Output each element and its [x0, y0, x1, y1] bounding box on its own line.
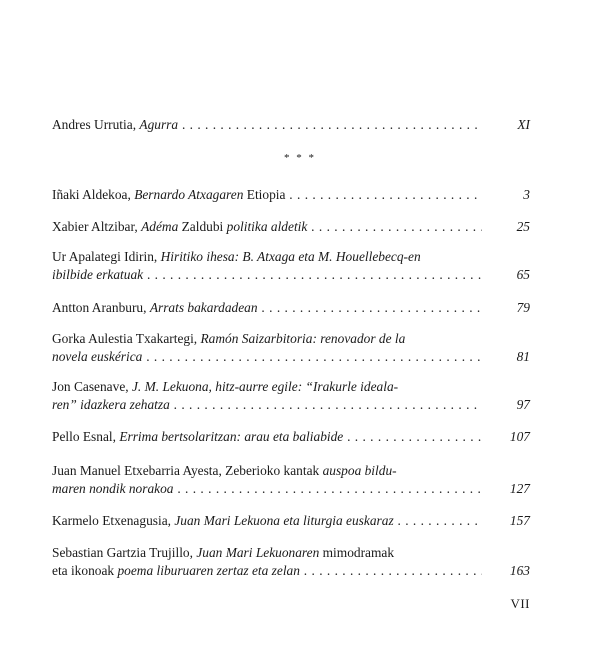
toc-entry: [52, 462, 530, 498]
entry-author-text: Sebastian Gartzia Trujillo,: [52, 545, 197, 560]
page-number: XI: [517, 117, 530, 132]
entry-author-text: Andres Urrutia,: [52, 117, 140, 132]
toc-entry-line: [52, 330, 482, 348]
entry-title-text: politika aldetik: [226, 219, 308, 234]
entry-title-text: Arrats bakardadean: [149, 300, 258, 315]
entry-title-text: J. M. Lekuona, hitz-aurre egile: “Irakurle ideala-: [131, 379, 399, 394]
entry-title-text: Juan Mari Lekuona eta liturgia euskaraz: [174, 513, 394, 528]
toc-entry: [52, 248, 530, 284]
toc-entry-line: [52, 512, 482, 530]
entry-title-text: Bernardo Atxagaren: [134, 187, 247, 202]
entry-author-text: mimodramak: [322, 545, 395, 560]
toc-entry-line: [52, 428, 482, 446]
entry-title-text: Ramón Saizarbitoria: renovador de la: [200, 331, 406, 346]
entry-title-text: ibilbide erkatuak: [52, 267, 144, 282]
page-number: 65: [516, 267, 530, 282]
toc-entry: [52, 512, 530, 530]
page-number: 25: [516, 219, 530, 234]
toc-entry-line: [52, 396, 482, 414]
entry-title-text: Juan Mari Lekuonaren: [196, 545, 323, 560]
toc-entry-line: [52, 544, 482, 562]
page-number: 157: [509, 513, 530, 528]
toc-entry: [52, 378, 530, 414]
toc-entry-line: [52, 116, 482, 134]
entry-author-text: Etiopia: [246, 187, 286, 202]
toc-entry-line: [52, 462, 482, 480]
entry-title-text: poema liburuaren zertaz eta zelan: [117, 563, 300, 578]
toc-entry: [52, 330, 530, 366]
toc-entry-line: [52, 480, 482, 498]
page-number: 127: [509, 481, 530, 496]
page-number: 79: [516, 300, 530, 315]
toc-entry: [52, 186, 530, 204]
entry-author-text: Jon Casenave,: [52, 379, 132, 394]
page-number: 97: [516, 397, 530, 412]
entry-author-text: Pello Esnal,: [52, 429, 120, 444]
page-number: 3: [523, 187, 530, 202]
toc-entry: [52, 544, 530, 580]
toc-entry-line: [52, 186, 482, 204]
toc-entry-line: [52, 348, 482, 366]
entry-author-text: Juan Manuel Etxebarria Ayesta, Zeberioko kantak: [52, 463, 323, 478]
page-number: 163: [509, 563, 530, 578]
toc-entry: [52, 428, 530, 446]
toc-entry-line: [52, 218, 482, 236]
toc-entry: [52, 218, 530, 236]
entry-author-text: Ur Apalategi Idirin,: [52, 249, 161, 264]
toc-entry-line: [52, 266, 482, 284]
folio-number: VII: [510, 596, 530, 611]
entry-author-text: Zaldubi: [181, 219, 227, 234]
entry-author-text: eta ikonoak: [52, 563, 118, 578]
entry-title-text: Hiritiko ihesa: B. Atxaga eta M. Houellebecq-en: [160, 249, 421, 264]
entry-author-text: Karmelo Etxenagusia,: [52, 513, 175, 528]
entry-title-text: Adéma: [141, 219, 182, 234]
toc-entry: [52, 299, 530, 317]
section-separator: * * *: [284, 152, 316, 164]
toc-entry: [52, 116, 530, 134]
entry-title-text: auspoa bildu-: [322, 463, 397, 478]
entry-title-text: maren nondik norakoa: [52, 481, 174, 496]
toc-entry-line: [52, 248, 482, 266]
entry-author-text: Xabier Altzibar,: [52, 219, 142, 234]
toc-entry-line: [52, 378, 482, 396]
entry-title-text: Errima bertsolaritzan: arau eta baliabide: [119, 429, 344, 444]
entry-author-text: Iñaki Aldekoa,: [52, 187, 135, 202]
entry-title-text: novela euskérica: [52, 349, 143, 364]
entry-author-text: Gorka Aulestia Txakartegi,: [52, 331, 201, 346]
toc-entry-line: [52, 562, 482, 580]
page-number: 107: [509, 429, 530, 444]
toc-entry-line: [52, 299, 482, 317]
page-number: 81: [516, 349, 530, 364]
entry-title-text: ren” idazkera zehatza: [52, 397, 170, 412]
entry-author-text: Antton Aranburu,: [52, 300, 150, 315]
entry-title-text: Agurra: [139, 117, 179, 132]
